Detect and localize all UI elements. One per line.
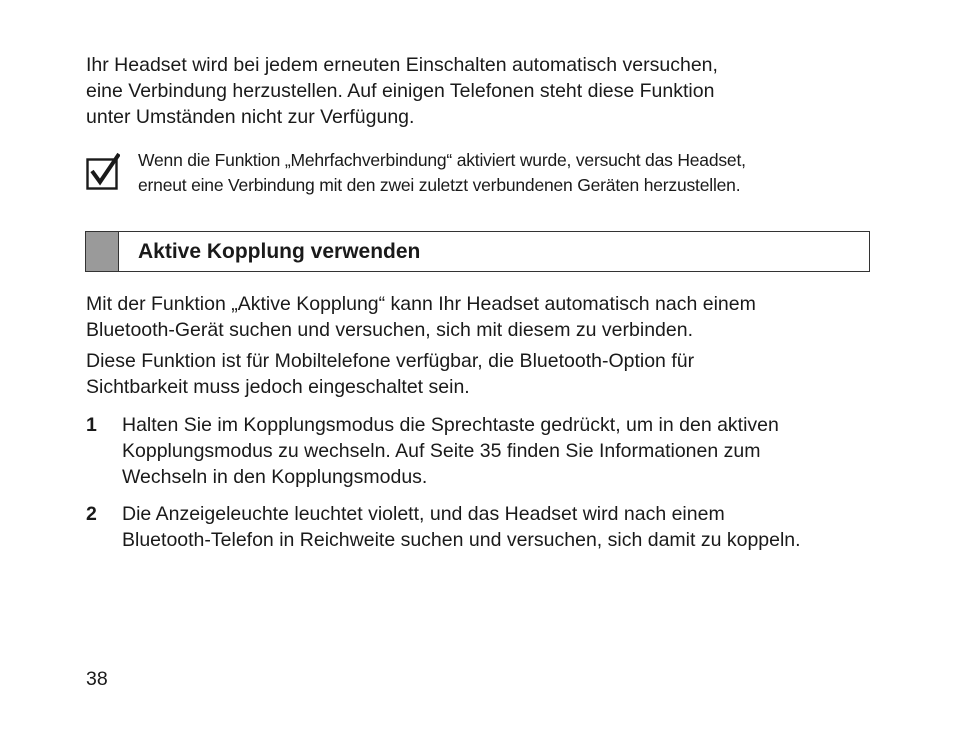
text-line: Kopplungsmodus zu wechseln. Auf Seite 35 finden Sie Informationen zum bbox=[122, 440, 761, 462]
checkbox-check-icon bbox=[86, 151, 120, 191]
body-paragraph bbox=[86, 291, 886, 343]
body-paragraph bbox=[86, 348, 886, 400]
section-marker bbox=[86, 232, 119, 271]
intro-paragraph bbox=[86, 52, 886, 130]
text-line: Die Anzeigeleuchte leuchtet violett, und das Headset wird nach einem bbox=[122, 503, 725, 525]
text-line: Wechseln in den Kopplungsmodus. bbox=[122, 466, 428, 488]
text-line: Mit der Funktion „Aktive Kopplung“ kann Ihr Headset automatisch nach einem bbox=[86, 293, 756, 315]
text-line: eine Verbindung herzustellen. Auf einigen Telefonen steht diese Funktion bbox=[86, 80, 715, 102]
section-title: Aktive Kopplung verwenden bbox=[138, 240, 421, 263]
text-line: Ihr Headset wird bei jedem erneuten Einschalten automatisch versuchen, bbox=[86, 54, 718, 76]
step-number: 2 bbox=[86, 503, 97, 525]
text-line: Wenn die Funktion „Mehrfachverbindung“ aktiviert wurde, versucht das Headset, bbox=[138, 150, 746, 170]
text-line: Sichtbarkeit muss jedoch eingeschaltet sein. bbox=[86, 376, 470, 398]
step-number: 1 bbox=[86, 414, 97, 436]
text-line: unter Umständen nicht zur Verfügung. bbox=[86, 106, 415, 128]
section-header bbox=[85, 231, 870, 272]
note-text bbox=[138, 148, 746, 198]
note-box bbox=[86, 148, 876, 198]
page-number: 38 bbox=[86, 668, 108, 690]
text-line: erneut eine Verbindung mit den zwei zuletzt verbundenen Geräten herzustellen. bbox=[138, 175, 741, 195]
step-text bbox=[122, 501, 801, 553]
text-line: Halten Sie im Kopplungsmodus die Sprechtaste gedrückt, um in den aktiven bbox=[122, 414, 779, 436]
text-line: Bluetooth-Telefon in Reichweite suchen und versuchen, sich damit zu koppeln. bbox=[122, 529, 801, 551]
text-line: Diese Funktion ist für Mobiltelefone verfügbar, die Bluetooth-Option für bbox=[86, 350, 695, 372]
text-line: Bluetooth-Gerät suchen und versuchen, sich mit diesem zu verbinden. bbox=[86, 319, 693, 341]
step-text bbox=[122, 412, 779, 490]
